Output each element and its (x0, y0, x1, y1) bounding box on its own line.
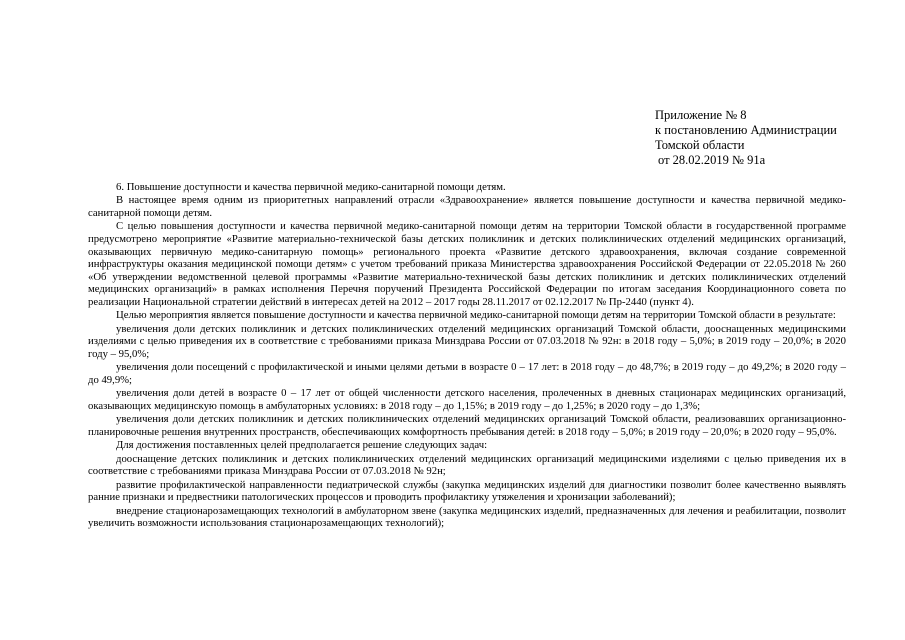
appendix-header (655, 108, 895, 168)
paragraph: развитие профилактической направленности педиатрической службы (закупка медицинских изделий для диагностики позволит более качественно выявлять ранние признаки и предвестники патологических процессов и проводить профилактику утяжеления и хронизации заболеваний); (88, 478, 846, 504)
appendix-date: от 28.02.2019 № 91а (658, 153, 766, 167)
document-body (88, 181, 846, 531)
paragraph: В настоящее время одним из приоритетных направлений отрасли «Здравоохранение» является повышение доступности и качества первичной медико-санитарной помощи детям. (88, 194, 846, 219)
appendix-resolution: к постановлению Администрации (655, 123, 837, 137)
paragraph: увеличения доли детей в возрасте 0 – 17 лет от общей численности детского населения, пролеченных в дневных стационарах медицинских организаций, оказывающих медицинскую помощь в амбулаторных условиях: в 2018 году – до 1,15%; в 2019 году – до 1,25%; в 2020 году – до 1,3%; (88, 387, 846, 412)
paragraph: увеличения доли детских поликлиник и детских поликлинических отделений медицинских организаций Томской области, дооснащенных медицинскими изделиями с целью приведения их в соответствие с требованиями приказа Минздрава России от 07.03.2018 № 92н: в 2018 году – 5,0%; в 2019 году – 20,0%; в 2020 году – 95,0%; (88, 322, 846, 360)
paragraph: увеличения доли детских поликлиник и детских поликлинических отделений медицинских организаций Томской области, реализовавших организационно-планировочные решения внутренних пространств, обеспечивающих комфортность пребывания детей: в 2018 году – 5,0%; в 2019 году – 20,0%; в 2020 году – 95,0%. (88, 413, 846, 438)
paragraph: внедрение стационарозамещающих технологий в амбулаторном звене (закупка медицинских изделий, предназначенных для лечения и реабилитации, позволит увеличить возможности использования стационарозамещающих технологий); (88, 504, 846, 530)
appendix-number: Приложение № 8 (655, 108, 747, 122)
paragraph: дооснащение детских поликлиник и детских поликлинических отделений медицинских организаций медицинскими изделиями с целью приведения их в соответствие с требованиями приказа Минздрава России от 07.03.2018 № 92н; (88, 452, 846, 478)
paragraph: С целью повышения доступности и качества первичной медико-санитарной помощи детям на территории Томской области в государственной программе предусмотрено мероприятие «Развитие материально-технической базы детских поликлиник и детских поликлинических отделений медицинских организаций, оказывающих первичную медико-санитарную помощь» регионального проекта «Развитие детского здравоохранения, включая создание современной инфраструктуры оказания медицинской помощи детям» с учетом требований приказа Министерства здравоохранения Российской Федерации от 22.05.2018 № 260 «Об утверждении ведомственной целевой программы «Развитие материально-технической базы детских поликлиник и детских поликлинических отделений медицинских организаций» в рамках исполнения Перечня поручений Президента Российской Федерации по итогам заседания Координационного совета по реализации Национальной стратегии действий в интересах детей на 2012 – 2017 годы 28.11.2017 от 02.12.2017 № Пр-2440 (пункт 4). (88, 220, 846, 308)
paragraph: Для достижения поставленных целей предполагается решение следующих задач: (116, 439, 488, 452)
appendix-region: Томской области (655, 138, 745, 152)
section-heading: 6. Повышение доступности и качества первичной медико-санитарной помощи детям. (116, 181, 506, 193)
paragraph: увеличения доли посещений с профилактической и иными целями детьми в возрасте 0 – 17 лет: в 2018 году – до 48,7%; в 2019 году – до 49,2%; в 2020 году – до 49,9%; (88, 361, 846, 386)
paragraph: Целью мероприятия является повышение доступности и качества первичной медико-санитарной помощи детям на территории Томской области в результате: (116, 309, 836, 322)
